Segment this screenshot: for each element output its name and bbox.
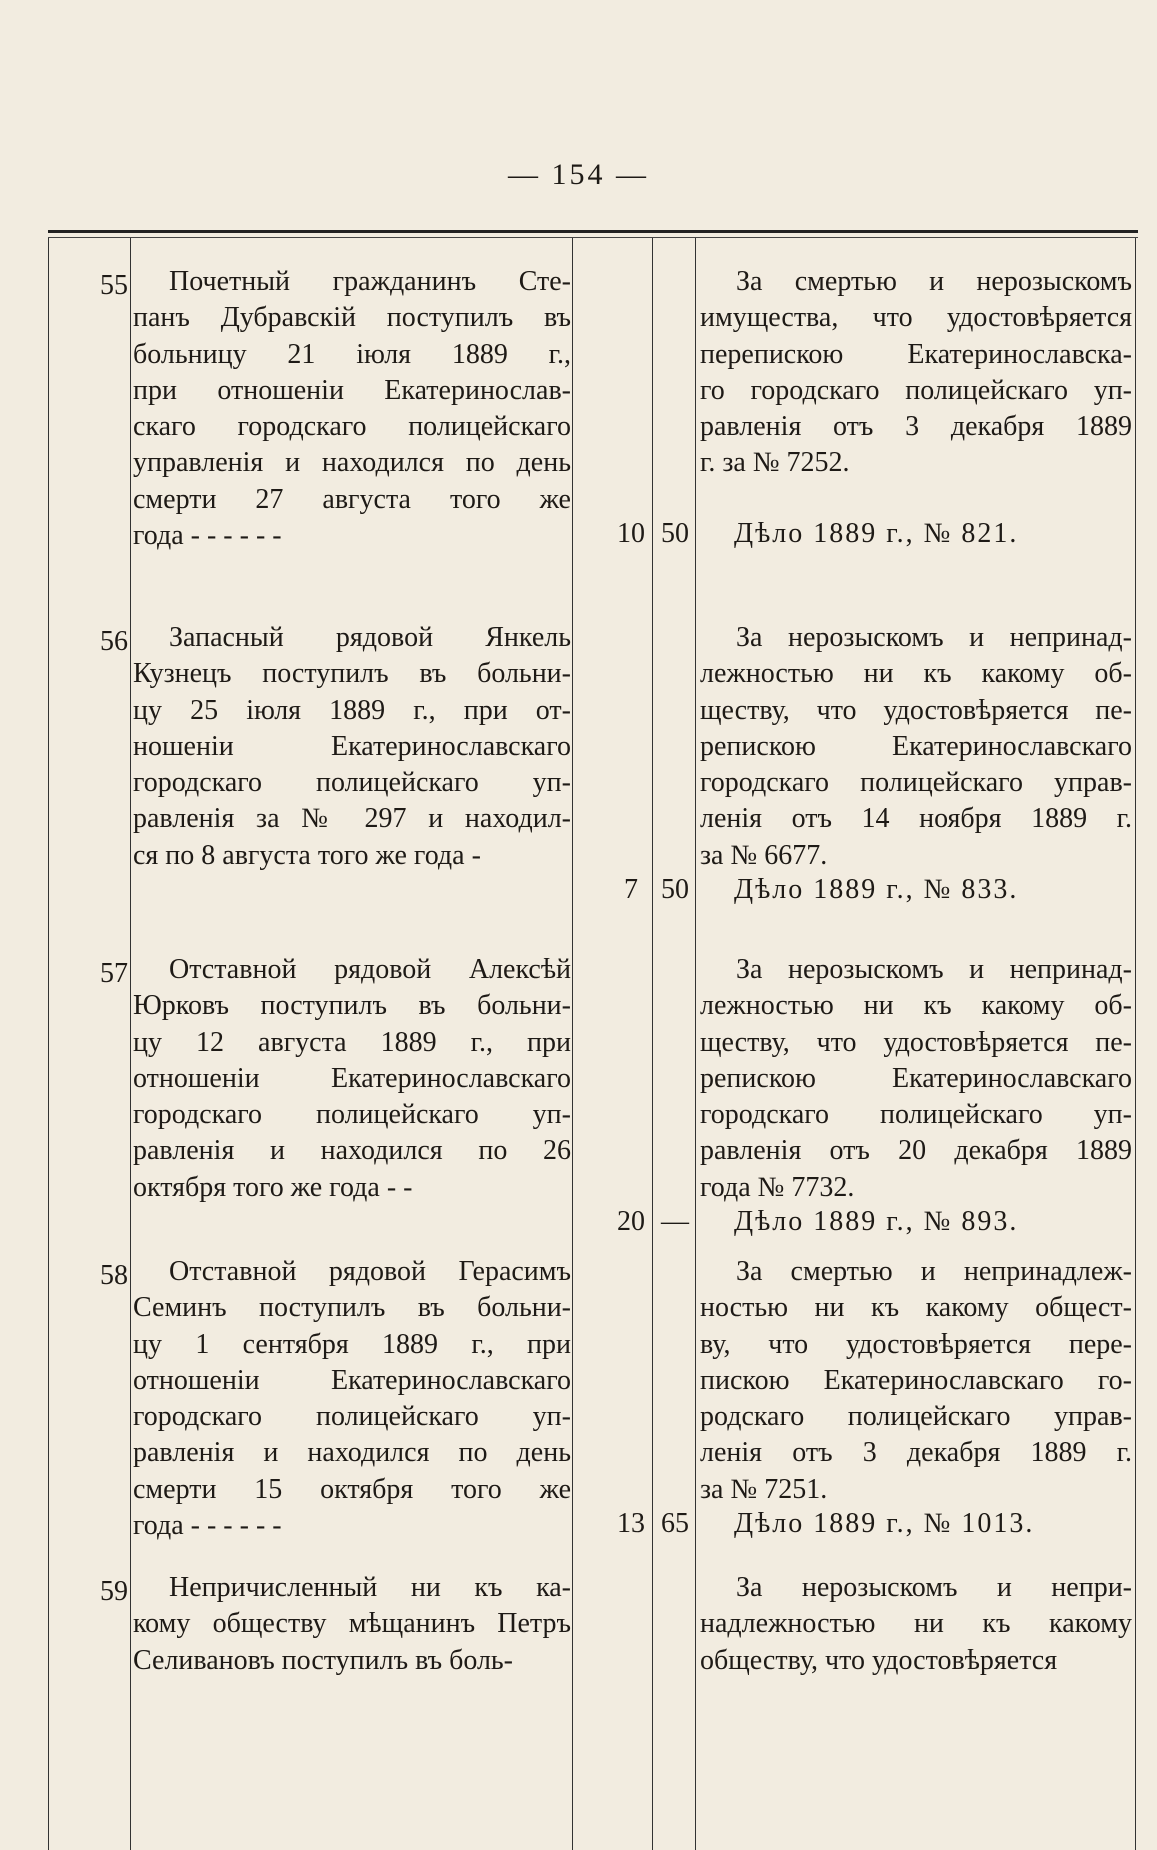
column-divider: [48, 238, 49, 1850]
description-line: равленія и находился по день: [133, 1437, 571, 1469]
reason-line: равленія отъ 20 декабря 1889: [700, 1135, 1132, 1167]
entry-number: 59: [100, 1576, 128, 1607]
reason-line: года № 7732.: [700, 1171, 855, 1203]
entry-description: [133, 620, 571, 874]
reason-line: за № 7251.: [700, 1473, 828, 1505]
description-line: смерти 27 августа того же: [133, 483, 571, 515]
reason-line: надлежностью ни къ какому: [700, 1608, 1132, 1640]
description-line: Отставной рядовой Алексѣй: [169, 954, 571, 985]
reason-line: обществу, что удостовѣряется: [700, 1644, 1058, 1676]
entry-number: 56: [100, 626, 128, 657]
reason-line: ществу, что удостовѣряется пе-: [700, 694, 1132, 726]
amount-kopecks: 50: [661, 874, 689, 906]
entry-reason: [700, 1254, 1132, 1508]
reason-line: лежностью ни къ какому об-: [700, 990, 1132, 1022]
description-line: Юрковъ поступилъ въ больни-: [133, 990, 571, 1022]
entry-reason: [700, 264, 1132, 482]
reason-line: за № 6677.: [700, 839, 828, 871]
case-reference: Дѣло 1889 г., № 821.: [734, 518, 1019, 550]
reason-line: лежностью ни къ какому об-: [700, 658, 1132, 690]
description-line: Кузнецъ поступилъ въ больни-: [133, 658, 571, 690]
entry-reason: [700, 1570, 1132, 1679]
description-line: ся по 8 августа того же года -: [133, 839, 481, 871]
description-line: цу 25 іюля 1889 г., при от-: [133, 694, 571, 726]
amount-rubles: 10: [617, 518, 645, 550]
description-line: октября того же года - -: [133, 1171, 413, 1203]
description-line: равленія за № 297 и находил-: [133, 803, 571, 835]
reason-line: ществу, что удостовѣряется пе-: [700, 1026, 1132, 1058]
description-line: отношеніи Екатеринославскаго: [133, 1062, 571, 1094]
description-line: управленія и находился по день: [133, 447, 571, 479]
reason-line: перепискою Екатеринославска-: [700, 338, 1132, 370]
reason-line: За нерозыскомъ и непринад-: [736, 622, 1132, 653]
description-line: при отношеніи Екатеринослав-: [133, 374, 571, 406]
reason-line: За нерозыскомъ и непри-: [736, 1572, 1132, 1603]
reason-line: ву, что удостовѣряется пере-: [700, 1328, 1132, 1360]
table-top-rule: [48, 230, 1138, 233]
description-line: панъ Дубравскій поступилъ въ: [133, 302, 571, 334]
description-line: скаго городскаго полицейскаго: [133, 411, 571, 443]
amount-kopecks: —: [661, 1206, 689, 1238]
entry-number: 58: [100, 1260, 128, 1291]
amount-rubles: 13: [617, 1508, 645, 1540]
column-divider: [572, 238, 573, 1850]
reason-line: городскаго полицейскаго управ-: [700, 767, 1132, 799]
description-line: отношеніи Екатеринославскаго: [133, 1364, 571, 1396]
description-line: ношеніи Екатеринославскаго: [133, 730, 571, 762]
reason-line: г. за № 7252.: [700, 447, 850, 479]
entry-reason: [700, 952, 1132, 1206]
column-divider: [695, 238, 696, 1850]
description-line: Селивановъ поступилъ въ боль-: [133, 1644, 514, 1676]
description-line: цу 12 августа 1889 г., при: [133, 1026, 571, 1058]
entry-number: 57: [100, 958, 128, 989]
reason-line: репискою Екатеринославскаго: [700, 1062, 1132, 1094]
amount-kopecks: 65: [661, 1508, 689, 1540]
entry-description: [133, 1570, 571, 1679]
reason-line: За смертью и непринадлеж-: [736, 1256, 1132, 1287]
description-line: Непричисленный ни къ ка-: [169, 1572, 571, 1603]
description-line: Почетный гражданинъ Сте-: [169, 266, 571, 297]
description-line: Запасный рядовой Янкель: [169, 622, 571, 653]
entry-description: [133, 1254, 571, 1544]
reason-line: имущества, что удостовѣряется: [700, 302, 1132, 334]
reason-line: пискою Екатеринославскаго го-: [700, 1364, 1132, 1396]
reason-line: го городскаго полицейскаго уп-: [700, 374, 1132, 406]
column-divider: [1135, 238, 1136, 1850]
description-line: городскаго полицейскаго уп-: [133, 1401, 571, 1433]
entry-description: [133, 264, 571, 554]
amount-rubles: 20: [617, 1206, 645, 1238]
reason-line: За смертью и нерозыскомъ: [736, 266, 1132, 297]
description-line: городскаго полицейскаго уп-: [133, 767, 571, 799]
reason-line: родскаго полицейскаго управ-: [700, 1401, 1132, 1433]
table-top-rule-thin: [48, 237, 1138, 238]
description-line: цу 1 сентября 1889 г., при: [133, 1328, 571, 1360]
entry-reason: [700, 620, 1132, 874]
case-reference: Дѣло 1889 г., № 833.: [734, 874, 1019, 906]
description-line: городскаго полицейскаго уп-: [133, 1099, 571, 1131]
description-line: года - - - - - -: [133, 520, 282, 552]
description-line: Отставной рядовой Герасимъ: [169, 1256, 571, 1287]
entry-number: 55: [100, 270, 128, 301]
description-line: Семинъ поступилъ въ больни-: [133, 1292, 571, 1324]
reason-line: За нерозыскомъ и непринад-: [736, 954, 1132, 985]
case-reference: Дѣло 1889 г., № 893.: [734, 1206, 1019, 1238]
reason-line: городскаго полицейскаго уп-: [700, 1099, 1132, 1131]
entry-description: [133, 952, 571, 1206]
column-divider: [652, 238, 653, 1850]
column-divider: [130, 238, 131, 1850]
page-number: — 154 —: [508, 158, 649, 191]
reason-line: репискою Екатеринославскаго: [700, 730, 1132, 762]
description-line: больницу 21 іюля 1889 г.,: [133, 338, 571, 370]
description-line: года - - - - - -: [133, 1510, 282, 1542]
reason-line: ностью ни къ какому общест-: [700, 1292, 1132, 1324]
reason-line: равленія отъ 3 декабря 1889: [700, 411, 1132, 443]
reason-line: ленія отъ 14 ноября 1889 г.: [700, 803, 1132, 835]
reason-line: ленія отъ 3 декабря 1889 г.: [700, 1437, 1132, 1469]
amount-kopecks: 50: [661, 518, 689, 550]
description-line: смерти 15 октября того же: [133, 1473, 571, 1505]
amount-rubles: 7: [624, 874, 638, 906]
description-line: равленія и находился по 26: [133, 1135, 571, 1167]
description-line: кому обществу мѣщанинъ Петръ: [133, 1608, 571, 1640]
case-reference: Дѣло 1889 г., № 1013.: [734, 1508, 1035, 1540]
